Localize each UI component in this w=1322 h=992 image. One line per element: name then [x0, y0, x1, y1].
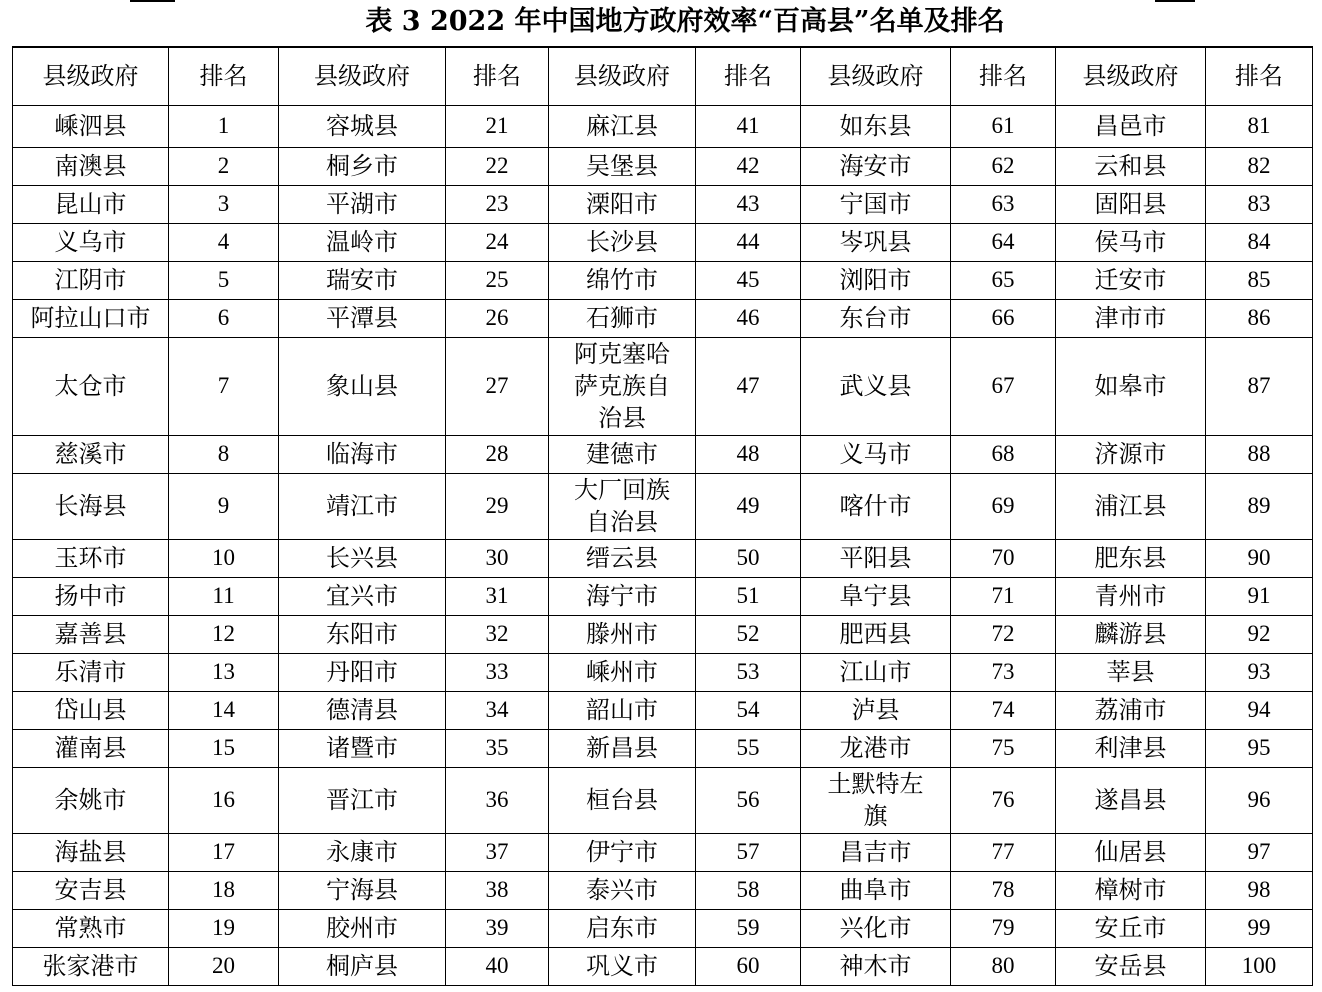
rank-value: 26	[446, 299, 549, 337]
rank-value: 17	[169, 833, 279, 871]
county-name: 麻江县	[549, 105, 696, 147]
county-name: 麟游县	[1056, 615, 1206, 653]
rank-value: 69	[951, 473, 1056, 539]
rank-value: 28	[446, 435, 549, 473]
rank-value: 42	[696, 147, 801, 185]
county-name: 泸县	[801, 691, 951, 729]
rank-value: 56	[696, 767, 801, 833]
table-row	[13, 337, 1313, 435]
county-name: 乐清市	[13, 653, 169, 691]
county-name: 岱山县	[13, 691, 169, 729]
rank-value: 48	[696, 435, 801, 473]
table-header-row	[13, 47, 1313, 105]
rank-value: 23	[446, 185, 549, 223]
county-name: 巩义市	[549, 947, 696, 985]
rank-value: 67	[951, 337, 1056, 435]
county-name: 荔浦市	[1056, 691, 1206, 729]
county-name: 海宁市	[549, 577, 696, 615]
rank-value: 30	[446, 539, 549, 577]
rank-value: 92	[1206, 615, 1313, 653]
county-name: 昆山市	[13, 185, 169, 223]
rank-value: 85	[1206, 261, 1313, 299]
county-name: 张家港市	[13, 947, 169, 985]
rank-value: 7	[169, 337, 279, 435]
rank-value: 31	[446, 577, 549, 615]
rank-value: 95	[1206, 729, 1313, 767]
county-name: 长沙县	[549, 223, 696, 261]
rank-value: 34	[446, 691, 549, 729]
rank-value: 64	[951, 223, 1056, 261]
table-row	[13, 185, 1313, 223]
county-name: 南澳县	[13, 147, 169, 185]
rank-value: 84	[1206, 223, 1313, 261]
rank-value: 40	[446, 947, 549, 985]
rank-value: 98	[1206, 871, 1313, 909]
rank-value: 25	[446, 261, 549, 299]
rank-value: 82	[1206, 147, 1313, 185]
county-name: 太仓市	[13, 337, 169, 435]
rank-value: 60	[696, 947, 801, 985]
county-name: 常熟市	[13, 909, 169, 947]
county-name: 桐庐县	[279, 947, 446, 985]
county-name: 丹阳市	[279, 653, 446, 691]
county-name: 桓台县	[549, 767, 696, 833]
county-name: 晋江市	[279, 767, 446, 833]
county-name: 云和县	[1056, 147, 1206, 185]
rank-value: 74	[951, 691, 1056, 729]
county-name: 浦江县	[1056, 473, 1206, 539]
table-row	[13, 299, 1313, 337]
rank-value: 38	[446, 871, 549, 909]
rank-value: 33	[446, 653, 549, 691]
rule-fragment-left	[130, 0, 175, 2]
county-name: 泰兴市	[549, 871, 696, 909]
county-name: 绵竹市	[549, 261, 696, 299]
table-row	[13, 435, 1313, 473]
table-row	[13, 539, 1313, 577]
rank-value: 53	[696, 653, 801, 691]
rank-value: 68	[951, 435, 1056, 473]
header-rank: 排名	[951, 47, 1056, 105]
table-row	[13, 871, 1313, 909]
rank-value: 61	[951, 105, 1056, 147]
county-name: 神木市	[801, 947, 951, 985]
rank-value: 55	[696, 729, 801, 767]
rank-value: 51	[696, 577, 801, 615]
rank-value: 77	[951, 833, 1056, 871]
rank-value: 3	[169, 185, 279, 223]
county-name: 扬中市	[13, 577, 169, 615]
county-name: 嵊州市	[549, 653, 696, 691]
rank-value: 4	[169, 223, 279, 261]
table-row	[13, 147, 1313, 185]
rank-value: 12	[169, 615, 279, 653]
rank-value: 91	[1206, 577, 1313, 615]
county-name: 永康市	[279, 833, 446, 871]
rank-value: 10	[169, 539, 279, 577]
rank-value: 49	[696, 473, 801, 539]
county-name: 侯马市	[1056, 223, 1206, 261]
county-name: 胶州市	[279, 909, 446, 947]
rank-value: 73	[951, 653, 1056, 691]
county-name: 宜兴市	[279, 577, 446, 615]
rank-value: 83	[1206, 185, 1313, 223]
county-name: 安丘市	[1056, 909, 1206, 947]
county-name: 喀什市	[801, 473, 951, 539]
table-row	[13, 261, 1313, 299]
rank-value: 97	[1206, 833, 1313, 871]
county-name: 肥东县	[1056, 539, 1206, 577]
county-name: 嵊泗县	[13, 105, 169, 147]
rank-value: 59	[696, 909, 801, 947]
rank-value: 99	[1206, 909, 1313, 947]
rank-value: 96	[1206, 767, 1313, 833]
rank-value: 9	[169, 473, 279, 539]
rank-value: 89	[1206, 473, 1313, 539]
county-name: 肥西县	[801, 615, 951, 653]
county-name: 海盐县	[13, 833, 169, 871]
county-name: 新昌县	[549, 729, 696, 767]
rank-value: 87	[1206, 337, 1313, 435]
county-name: 慈溪市	[13, 435, 169, 473]
rank-value: 54	[696, 691, 801, 729]
county-name: 兴化市	[801, 909, 951, 947]
rank-value: 100	[1206, 947, 1313, 985]
table-row	[13, 909, 1313, 947]
county-name: 迁安市	[1056, 261, 1206, 299]
county-name: 溧阳市	[549, 185, 696, 223]
rank-value: 79	[951, 909, 1056, 947]
rank-value: 94	[1206, 691, 1313, 729]
rank-value: 81	[1206, 105, 1313, 147]
county-name: 吴堡县	[549, 147, 696, 185]
county-name: 土默特左旗	[801, 767, 951, 833]
rank-value: 72	[951, 615, 1056, 653]
county-name: 大厂回族自治县	[549, 473, 696, 539]
county-name: 如东县	[801, 105, 951, 147]
rank-value: 21	[446, 105, 549, 147]
rank-value: 15	[169, 729, 279, 767]
header-rank: 排名	[1206, 47, 1313, 105]
county-name: 义马市	[801, 435, 951, 473]
rank-value: 71	[951, 577, 1056, 615]
county-name: 宁海县	[279, 871, 446, 909]
county-name: 玉环市	[13, 539, 169, 577]
county-name: 嘉善县	[13, 615, 169, 653]
county-name: 长海县	[13, 473, 169, 539]
table-row	[13, 653, 1313, 691]
county-name: 容城县	[279, 105, 446, 147]
county-name: 莘县	[1056, 653, 1206, 691]
rank-value: 88	[1206, 435, 1313, 473]
county-name: 瑞安市	[279, 261, 446, 299]
county-name: 青州市	[1056, 577, 1206, 615]
table-row	[13, 105, 1313, 147]
rank-value: 90	[1206, 539, 1313, 577]
county-name: 滕州市	[549, 615, 696, 653]
county-name: 石狮市	[549, 299, 696, 337]
rank-value: 27	[446, 337, 549, 435]
table-row	[13, 729, 1313, 767]
rank-value: 43	[696, 185, 801, 223]
rank-value: 50	[696, 539, 801, 577]
header-rank: 排名	[169, 47, 279, 105]
rank-value: 80	[951, 947, 1056, 985]
county-name: 如皋市	[1056, 337, 1206, 435]
county-name: 阜宁县	[801, 577, 951, 615]
header-county: 县级政府	[1056, 47, 1206, 105]
county-name: 利津县	[1056, 729, 1206, 767]
rank-value: 75	[951, 729, 1056, 767]
county-name: 靖江市	[279, 473, 446, 539]
county-name: 岑巩县	[801, 223, 951, 261]
county-name: 东台市	[801, 299, 951, 337]
rank-value: 5	[169, 261, 279, 299]
rank-value: 32	[446, 615, 549, 653]
rank-value: 57	[696, 833, 801, 871]
rank-value: 65	[951, 261, 1056, 299]
table-caption: 表 3 2022 年中国地方政府效率“百高县”名单及排名	[365, 6, 1005, 37]
rank-value: 29	[446, 473, 549, 539]
county-name: 建德市	[549, 435, 696, 473]
header-county: 县级政府	[13, 47, 169, 105]
county-name: 义乌市	[13, 223, 169, 261]
rank-value: 63	[951, 185, 1056, 223]
county-name: 曲阜市	[801, 871, 951, 909]
rule-fragment-right	[1155, 0, 1195, 2]
county-name: 长兴县	[279, 539, 446, 577]
rank-value: 18	[169, 871, 279, 909]
rank-value: 19	[169, 909, 279, 947]
rank-value: 76	[951, 767, 1056, 833]
county-name: 启东市	[549, 909, 696, 947]
county-name: 樟树市	[1056, 871, 1206, 909]
rank-value: 8	[169, 435, 279, 473]
county-name: 阿克塞哈萨克族自治县	[549, 337, 696, 435]
county-name: 江山市	[801, 653, 951, 691]
county-name: 伊宁市	[549, 833, 696, 871]
rank-value: 70	[951, 539, 1056, 577]
header-county: 县级政府	[279, 47, 446, 105]
county-name: 临海市	[279, 435, 446, 473]
rank-value: 44	[696, 223, 801, 261]
rank-value: 36	[446, 767, 549, 833]
table-row	[13, 833, 1313, 871]
county-name: 固阳县	[1056, 185, 1206, 223]
county-name: 津市市	[1056, 299, 1206, 337]
rank-value: 13	[169, 653, 279, 691]
rank-value: 45	[696, 261, 801, 299]
county-name: 余姚市	[13, 767, 169, 833]
county-name: 东阳市	[279, 615, 446, 653]
rank-value: 39	[446, 909, 549, 947]
rank-value: 14	[169, 691, 279, 729]
rank-value: 24	[446, 223, 549, 261]
rank-value: 37	[446, 833, 549, 871]
rank-value: 46	[696, 299, 801, 337]
county-name: 浏阳市	[801, 261, 951, 299]
county-name: 江阴市	[13, 261, 169, 299]
county-name: 象山县	[279, 337, 446, 435]
rank-value: 66	[951, 299, 1056, 337]
county-ranking-table	[12, 46, 1313, 986]
rank-value: 58	[696, 871, 801, 909]
rank-value: 47	[696, 337, 801, 435]
header-rank: 排名	[696, 47, 801, 105]
rank-value: 16	[169, 767, 279, 833]
county-name: 海安市	[801, 147, 951, 185]
county-name: 平潭县	[279, 299, 446, 337]
county-name: 昌吉市	[801, 833, 951, 871]
county-name: 灌南县	[13, 729, 169, 767]
rank-value: 41	[696, 105, 801, 147]
table-row	[13, 767, 1313, 833]
county-name: 遂昌县	[1056, 767, 1206, 833]
county-name: 武义县	[801, 337, 951, 435]
header-county: 县级政府	[801, 47, 951, 105]
table-row	[13, 615, 1313, 653]
table-row	[13, 691, 1313, 729]
table-row	[13, 947, 1313, 985]
header-rank: 排名	[446, 47, 549, 105]
rank-value: 93	[1206, 653, 1313, 691]
rank-value: 20	[169, 947, 279, 985]
table-row	[13, 577, 1313, 615]
county-name: 温岭市	[279, 223, 446, 261]
header-county: 县级政府	[549, 47, 696, 105]
county-name: 龙港市	[801, 729, 951, 767]
county-name: 韶山市	[549, 691, 696, 729]
county-name: 缙云县	[549, 539, 696, 577]
county-name: 昌邑市	[1056, 105, 1206, 147]
table-row	[13, 473, 1313, 539]
rank-value: 35	[446, 729, 549, 767]
county-name: 桐乡市	[279, 147, 446, 185]
county-name: 诸暨市	[279, 729, 446, 767]
county-name: 平阳县	[801, 539, 951, 577]
rank-value: 11	[169, 577, 279, 615]
county-name: 安岳县	[1056, 947, 1206, 985]
county-name: 仙居县	[1056, 833, 1206, 871]
rank-value: 52	[696, 615, 801, 653]
rank-value: 6	[169, 299, 279, 337]
rank-value: 22	[446, 147, 549, 185]
table-row	[13, 223, 1313, 261]
county-name: 平湖市	[279, 185, 446, 223]
county-name: 阿拉山口市	[13, 299, 169, 337]
rank-value: 78	[951, 871, 1056, 909]
county-name: 安吉县	[13, 871, 169, 909]
rank-value: 86	[1206, 299, 1313, 337]
county-name: 济源市	[1056, 435, 1206, 473]
rank-value: 2	[169, 147, 279, 185]
rank-value: 62	[951, 147, 1056, 185]
rank-value: 1	[169, 105, 279, 147]
county-name: 宁国市	[801, 185, 951, 223]
county-name: 德清县	[279, 691, 446, 729]
